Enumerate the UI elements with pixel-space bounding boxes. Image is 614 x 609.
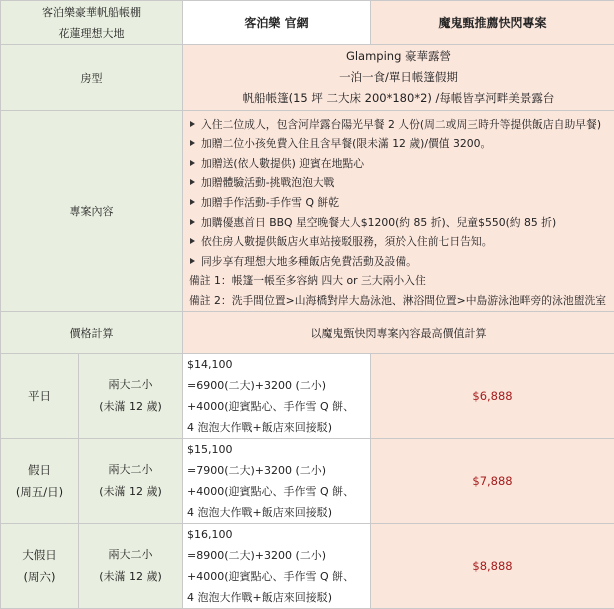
plan-item-text: 加贈體驗活動-挑戰泡泡大戰 [201,173,334,193]
plan-item [189,193,610,213]
calc-line-3: 4 泡泡大作戰+飯店來回接駁) [187,417,370,438]
plan-item [189,173,610,193]
triangle-bullet-icon [190,199,195,205]
total-value: $15,100 [187,439,370,460]
plan-item [189,154,610,174]
occupancy-adults: 兩大二小 [79,544,182,566]
plan-content [183,111,614,312]
plan-item-text: 加贈手作活動-手作雪 Q 餅乾 [201,193,339,213]
calc-line-3: 4 泡泡大作戰+飯店來回接駁) [187,502,370,523]
triangle-bullet-icon [190,238,195,244]
occupancy-children: (未滿 12 歲) [79,481,182,503]
promo-price: $8,888 [371,524,614,609]
calc-line-3: 4 泡泡大作戰+飯店來回接駁) [187,587,370,608]
plan-item [189,232,610,252]
plan-row [1,111,614,312]
room-line-2: 一泊一食/單日帳篷假期 [183,67,614,88]
plan-item [189,213,610,233]
day-type-cell [1,524,79,609]
calc-line-2: +4000(迎賓點心、手作雪 Q 餅、 [187,481,370,502]
room-label: 房型 [1,45,183,111]
room-line-1: Glamping 豪華露營 [183,46,614,67]
value-calculation [183,524,371,609]
plan-item [189,115,610,135]
plan-item [189,252,610,272]
plan-item-text: 加購優惠首日 BBQ 星空晚餐大人$1200(約 85 折)、兒童$550(約 85 折) [201,213,556,233]
triangle-bullet-icon [190,258,195,264]
triangle-bullet-icon [190,140,195,146]
occupancy-adults: 兩大二小 [79,374,182,396]
day-type-cell [1,354,79,439]
price-row-big-holiday [1,524,614,609]
day-type-sub: (周五/日) [1,481,78,503]
plan-note-2: 備註 2：洗手間位置>山海橋對岸大島泳池、淋浴間位置>中島游泳池畔旁的泳池盥洗室 [189,291,610,311]
day-type-cell [1,439,79,524]
triangle-bullet-icon [190,179,195,185]
total-value: $14,100 [187,354,370,375]
plan-item-text: 加贈二位小孩免費入住且含早餐(限未滿 12 歲)/價值 3200。 [201,134,491,154]
value-calculation [183,439,371,524]
hotel-name-cell [1,1,183,45]
occupancy-cell [79,439,183,524]
plan-item [189,134,610,154]
calc-line-1: =8900(二大)+3200 (二小) [187,545,370,566]
pricing-note: 以魔鬼甄快閃專案內容最高價值計算 [183,312,614,354]
hotel-name-line2: 花蓮理想大地 [1,23,182,44]
total-value: $16,100 [187,524,370,545]
calc-line-2: +4000(迎賓點心、手作雪 Q 餅、 [187,566,370,587]
room-description [183,45,614,111]
occupancy-children: (未滿 12 歲) [79,396,182,418]
triangle-bullet-icon [190,160,195,166]
pricing-label: 價格計算 [1,312,183,354]
triangle-bullet-icon [190,121,195,127]
calc-line-1: =7900(二大)+3200 (二小) [187,460,370,481]
promo-price: $7,888 [371,439,614,524]
day-type: 大假日 [1,544,78,566]
plan-item-text: 同步享有理想大地多種飯店免費活動及設備。 [201,252,417,272]
day-type: 平日 [1,385,78,407]
day-type-sub: (周六) [1,566,78,588]
occupancy-adults: 兩大二小 [79,459,182,481]
room-line-3: 帆船帳篷(15 坪 二大床 200*180*2) /每帳皆享河畔美景露台 [183,88,614,109]
pricing-header-row [1,312,614,354]
plan-label: 專案內容 [1,111,183,312]
hotel-name-line1: 客泊樂豪華帆船帳棚 [1,2,182,23]
calc-line-1: =6900(二大)+3200 (二小) [187,375,370,396]
occupancy-cell [79,354,183,439]
occupancy-cell [79,524,183,609]
promo-price: $6,888 [371,354,614,439]
price-row-weekday [1,354,614,439]
recommended-plan-heading: 魔鬼甄推薦快閃專案 [371,1,614,45]
header-row [1,1,614,45]
plan-note-1: 備註 1：帳篷一帳至多容納 四大 or 三大兩小入住 [189,271,610,291]
plan-item-text: 加贈送(依人數提供) 迎賓在地點心 [201,154,364,174]
plan-item-text: 依住房人數提供飯店火車站接駁服務，須於入住前七日告知。 [201,232,493,252]
day-type: 假日 [1,459,78,481]
room-row [1,45,614,111]
price-row-holiday [1,439,614,524]
calc-line-2: +4000(迎賓點心、手作雪 Q 餅、 [187,396,370,417]
value-calculation [183,354,371,439]
official-site-heading: 客泊樂 官網 [183,1,371,45]
triangle-bullet-icon [190,219,195,225]
occupancy-children: (未滿 12 歲) [79,566,182,588]
plan-item-text: 入住二位成人，包含河岸露台陽光早餐 2 人份(周二或周三時升等提供飯店自助早餐) [201,115,601,135]
